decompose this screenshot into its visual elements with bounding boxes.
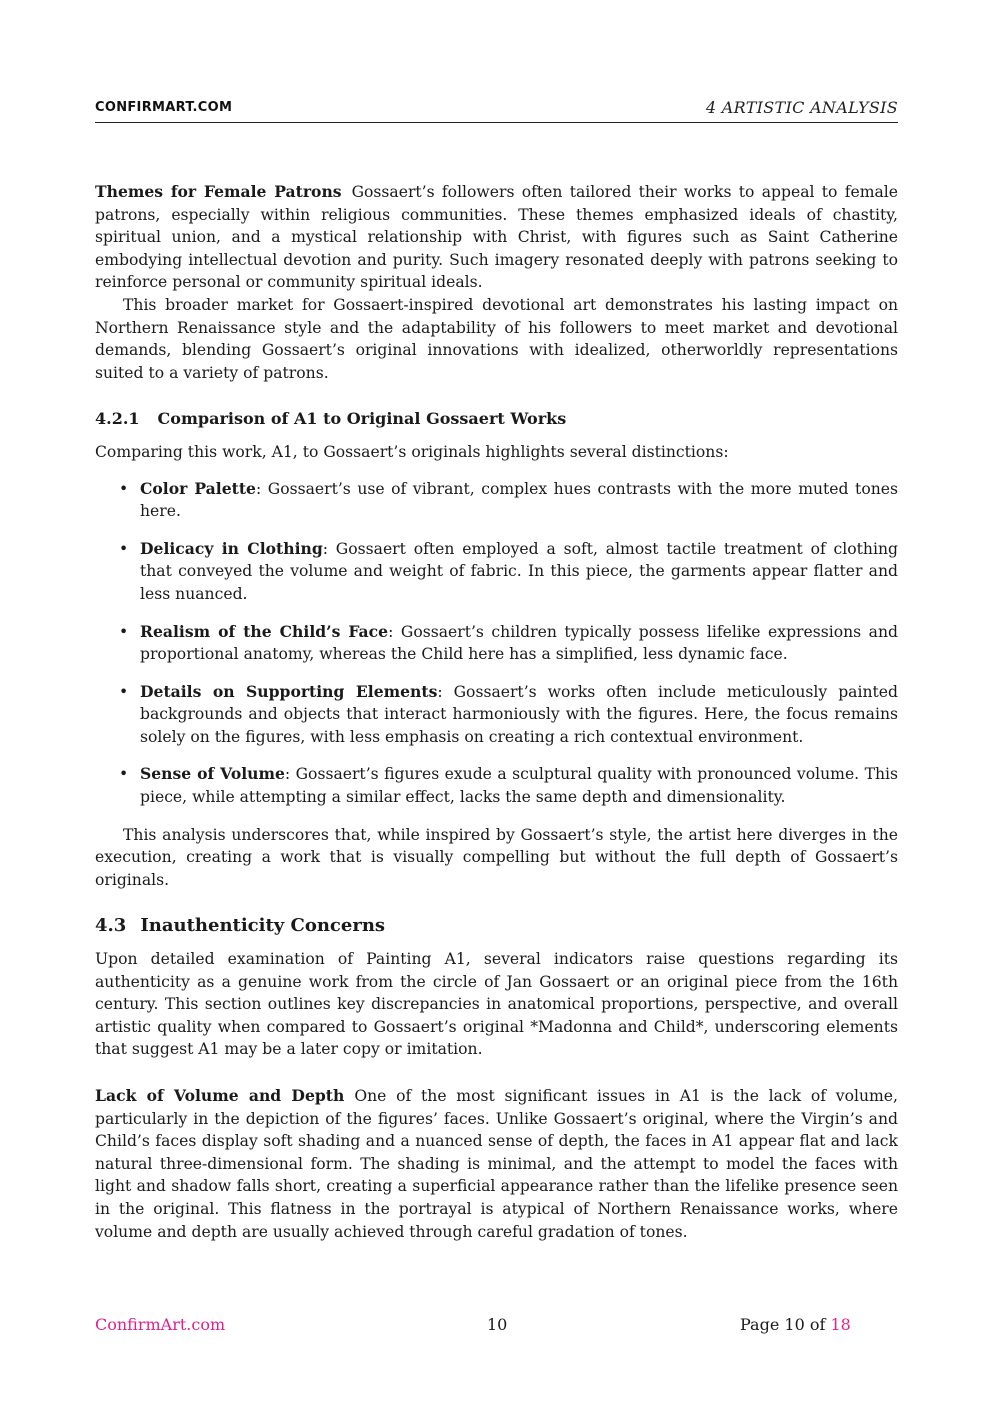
running-head: 4 ARTISTIC ANALYSIS [705, 98, 898, 117]
volume-depth-heading: Lack of Volume and Depth [95, 1086, 345, 1105]
list-item [95, 621, 898, 666]
list-item-text: : Gossaert’s figures exude a sculptural quality with pronounced volume. This piece, while attempting a similar effect, lacks the same depth and dimensionality. [140, 765, 899, 807]
list-item-term: Sense of Volume [140, 764, 285, 784]
list-item [95, 478, 898, 523]
section-title: Comparison of A1 to Original Gossaert Works [157, 409, 567, 429]
section-number: 4.3 [95, 915, 127, 937]
list-item-term: Delicacy in Clothing [140, 538, 323, 558]
bullet-icon: • [119, 539, 129, 558]
section-heading-inauthenticity [95, 915, 898, 938]
footer-page-count [740, 1315, 851, 1334]
bullet-icon: • [119, 479, 129, 498]
site-logo: CONFIRMART.COM [95, 100, 233, 115]
page-header [95, 98, 898, 123]
volume-depth-text: One of the most significant issues in A1 is the lack of volume, particularly in the depiction of the figures’ faces. Unlike Gossaert’s original, where the Virgin’s and Child’s faces display soft shading and a nuanced sense of depth, the faces in A1 appear flat and lack natural three-dimensional form. The shading is minimal, and the attempt to model the faces with light and shadow falls short, creating a superficial appearance rather than the lifelike presence seen in the original. This flatness in the portrayal is atypical of Northern Renaissance works, where volume and depth are usually achieved through careful gradation of tones. [95, 1087, 898, 1241]
main-content [95, 181, 898, 1243]
footer-site-link[interactable]: ConfirmArt.com [95, 1315, 226, 1334]
female-patrons-text: Gossaert’s followers often tailored their works to appeal to female patrons, especially within religious communities. These themes emphasized ideals of chastity, spiritual union, and a mystical relationship with Christ, with figures such as Saint Catherine embodying intellectual devotion and purity. Such imagery resonated deeply with patrons seeking to reinforce personal or community spiritual ideals. [95, 183, 898, 292]
inauthenticity-paragraph: Upon detailed examination of Painting A1, several indicators raise questions regarding its authenticity as a genuine work from the circle of Jan Gossaert or an original piece from the 16th century. This section outlines key discrepancies in anatomical proportions, perspective, and overall artistic quality when compared to Gossaert’s original *Madonna and Child*, underscoring elements that suggest A1 may be a later copy or imitation. [95, 950, 898, 1059]
volume-depth-paragraph [95, 1085, 898, 1243]
list-item [95, 763, 898, 808]
comparison-intro: Comparing this work, A1, to Gossaert’s originals highlights several distinctions: [95, 442, 729, 461]
list-item-text: : Gossaert’s use of vibrant, complex hues contrasts with the more muted tones here. [140, 479, 898, 521]
section-title: Inauthenticity Concerns [140, 915, 386, 937]
page-footer [95, 1315, 898, 1339]
list-item [95, 538, 898, 606]
footer-page-number: 10 [487, 1315, 508, 1334]
list-item-text: : Gossaert’s children typically possess lifelike expressions and proportional anatomy, whereas the Child here has a simplified, less dynamic face. [140, 622, 899, 664]
section-number: 4.2.1 [95, 409, 140, 429]
list-item-text: : Gossaert’s works often include meticulously painted backgrounds and objects that interact harmoniously with the figures. Here, the focus remains solely on the figures, with less emphasis on creating a rich contextual environment. [140, 682, 898, 746]
footer-page-label: Page 10 of [740, 1315, 831, 1334]
section-heading-comparison [95, 408, 898, 431]
comparison-conclusion: This analysis underscores that, while inspired by Gossaert’s style, the artist here diverges in the execution, creating a work that is visually compelling but without the full depth of Gossaert’s originals. [95, 825, 898, 889]
list-item-term: Realism of the Child’s Face [140, 621, 389, 641]
list-item-text: : Gossaert often employed a soft, almost tactile treatment of clothing that conveyed the volume and weight of fabric. In this piece, the garments appear flatter and less nuanced. [140, 539, 898, 603]
list-item-term: Details on Supporting Elements [140, 681, 438, 701]
bullet-icon: • [119, 622, 129, 641]
list-item [95, 681, 898, 749]
list-item-term: Color Palette [140, 478, 256, 498]
broader-market-paragraph: This broader market for Gossaert-inspired devotional art demonstrates his lasting impact on Northern Renaissance style and the adaptability of his followers to meet market and devotional demands, blending Gossaert’s original innovations with idealized, otherworldly representations suited to a variety of patrons. [95, 295, 898, 382]
bullet-icon: • [119, 682, 129, 701]
footer-total-pages-link[interactable]: 18 [830, 1315, 851, 1334]
bullet-icon: • [119, 765, 129, 784]
female-patrons-paragraph [95, 181, 898, 294]
distinctions-list [95, 478, 898, 809]
female-patrons-heading: Themes for Female Patrons [95, 182, 342, 201]
